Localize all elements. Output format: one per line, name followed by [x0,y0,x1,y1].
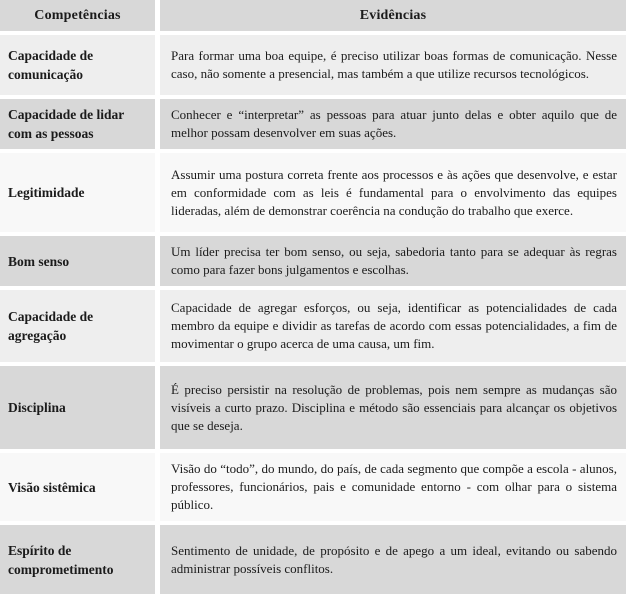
evidencia-text: Sentimento de unidade, de propósito e de apego a um ideal, evitando ou sabendo administrar possíveis conflitos. [171,542,617,576]
evidencia-cell [160,366,626,449]
competencia-cell: Capacidade de comunicação [0,35,155,95]
evidencia-cell [160,99,626,149]
table-row [0,366,626,449]
evidencia-text: É preciso persistir na resolução de problemas, pois nem sempre as mudanças são visíveis a curto prazo. Disciplina e método são essenciais para alcançar os objetivos que se deseja. [171,381,617,433]
evidencia-text: Para formar uma boa equipe, é preciso utilizar boas formas de comunicação. Nesse caso, não somente a presencial, mas também a que utilize recursos tecnológicos. [171,48,617,81]
column-header-competencias: Competências [0,0,155,31]
evidencia-text: Conhecer e “interpretar” as pessoas para atuar junto delas e obter aquilo que de melhor possam desenvolver em suas ações. [171,107,617,140]
competencia-cell: Espírito de comprometimento [0,525,155,594]
evidencia-cell [160,453,626,521]
competencia-cell: Capacidade de lidar com as pessoas [0,99,155,149]
table-row [0,236,626,286]
evidencia-text: Capacidade de agregar esforços, ou seja, identificar as potencialidades de cada membro da equipe e dividir as tarefas de acordo com essas potencialidades, a fim de movimentar o grupo acerca de uma causa, um fim. [171,300,617,351]
competencia-cell: Disciplina [0,366,155,449]
table-row [0,99,626,149]
evidencia-text: Assumir uma postura correta frente aos processos e às ações que desenvolve, e estar em conformidade com as leis é fundamental para o envolvimento das equipes lideradas, além de demonstrar coerência na condução do trabalho que exerce. [171,166,617,218]
evidencia-cell [160,153,626,232]
column-header-evidencias: Evidências [160,0,626,31]
table-row [0,290,626,362]
table-row [0,153,626,232]
evidencia-cell [160,236,626,286]
competencia-cell: Bom senso [0,236,155,286]
table-row [0,35,626,95]
table-row [0,525,626,594]
competencia-cell: Capacidade de agregação [0,290,155,362]
evidencia-cell [160,525,626,594]
table-header-row [0,0,626,31]
competencia-cell: Legitimidade [0,153,155,232]
evidencia-cell [160,35,626,95]
table-row [0,453,626,521]
evidencia-text: Visão do “todo”, do mundo, do país, de cada segmento que compõe a escola - alunos, professores, funcionários, pais e comunidade entorno - com olhar para o sistema público. [171,461,617,512]
competencia-cell: Visão sistêmica [0,453,155,521]
evidencia-cell [160,290,626,362]
evidencia-text: Um líder precisa ter bom senso, ou seja, sabedoria tanto para se adequar às regras como para fazer bons julgamentos e escolhas. [171,244,617,277]
